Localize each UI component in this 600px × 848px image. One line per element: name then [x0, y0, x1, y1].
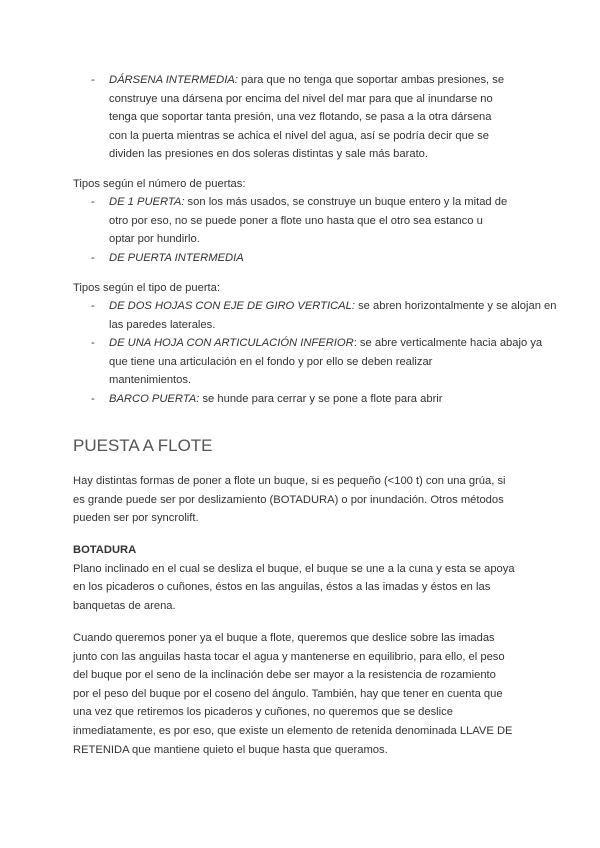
bullet-dash: - — [91, 74, 95, 86]
bullet-dash: - — [91, 300, 95, 312]
item-term: DÁRSENA INTERMEDIA: — [109, 74, 238, 86]
list-item — [91, 390, 561, 409]
item-term: DE 1 PUERTA: — [109, 196, 185, 208]
puertas-num-title: Tipos según el número de puertas: — [73, 178, 246, 190]
item-text: se abren horizontalmente y se alojan en — [354, 300, 557, 312]
item-text: : se abre verticalmente hacia abajo ya — [353, 337, 543, 350]
puertas-tipo-list — [91, 297, 561, 409]
bullet-dash: - — [91, 196, 95, 208]
bullet-dash: - — [91, 337, 95, 350]
item-term: DE PUERTA INTERMEDIA — [109, 251, 244, 264]
item-text: las paredes laterales. — [109, 318, 216, 331]
item-text: que tiene una articulación en el fondo y por ello se deben realizar — [109, 355, 433, 368]
item-text: otro por eso, no se puede poner a flote uno hasta que el otro sea estanco u — [109, 214, 483, 227]
item-text: mantenimientos. — [109, 374, 192, 387]
item-text: para que no tenga que soportar ambas presiones, se — [237, 74, 505, 86]
puertas-num-list — [91, 193, 561, 267]
item-term: BARCO PUERTA: — [109, 392, 200, 405]
item-text: se hunde para cerrar y se pone a flote para abrir — [199, 392, 443, 405]
item-text: con la puerta mientras se achica el nivel del agua, así se podría decir que se — [109, 129, 489, 142]
item-term: DE DOS HOJAS CON EJE DE GIRO VERTICAL: — [109, 300, 355, 312]
item-term: DE UNA HOJA CON ARTICULACIÓN INFERIOR — [109, 337, 354, 350]
botadura-section: BOTADURA Plano inclinado en el cual se desliza el buque, el buque se une a la cuna y esta se apoya en los picaderos o cuñones, éstos en las anguilas, éstos a las imadas y éstos en las banquetas de arena. — [73, 541, 543, 615]
botadura-paragraph: Cuando queremos poner ya el buque a flote, queremos que deslice sobre las imadas junto con las anguilas hasta tocar el agua y mantenerse en equilibrio, para ello, el peso del buque por el seno de la inclinación debe ser mayor a la resistencia de rozamiento por el peso del buque por el coseno del ángulo. También, hay que tener en cuenta que una vez que retiremos los picaderos y cuñones, no queremos que se deslice inmediatamente, es por eso, que existe un elemento de retenida denominada LLAVE DE RETENIDA que mantiene quieto el buque hasta que queramos. — [73, 632, 513, 756]
intro-paragraph: Hay distintas formas de poner a flote un buque, si es pequeño (<100 t) con una grúa, si es grande puede ser por deslizamiento (BOTADURA) o por inundación. Otros métodos pueden ser por syncrolift. — [73, 475, 506, 525]
puertas-tipo-title: Tipos según el tipo de puerta: — [73, 282, 220, 294]
item-text: construye una dársena por encima del nivel del mar para que al inundarse no — [109, 92, 493, 105]
item-text: dividen las presiones en dos soleras distintas y sale más barato. — [109, 148, 429, 161]
bullet-dash: - — [91, 251, 95, 264]
list-item — [91, 249, 561, 268]
item-text: son los más usados, se construye un buque entero y la mitad de — [184, 196, 508, 208]
subsection-title: BOTADURA — [73, 544, 137, 556]
section-heading: PUESTA A FLOTE — [73, 436, 213, 455]
list-item — [91, 297, 561, 334]
item-text: optar por hundirlo. — [109, 233, 200, 246]
bullet-dash: - — [91, 392, 95, 405]
list-item — [91, 193, 561, 249]
item-text: tenga que soportar tanta presión, una vez flotando, se pasa a la otra dársena — [109, 111, 492, 124]
darsena-intermedia-item — [91, 71, 561, 164]
list-item — [91, 334, 561, 390]
